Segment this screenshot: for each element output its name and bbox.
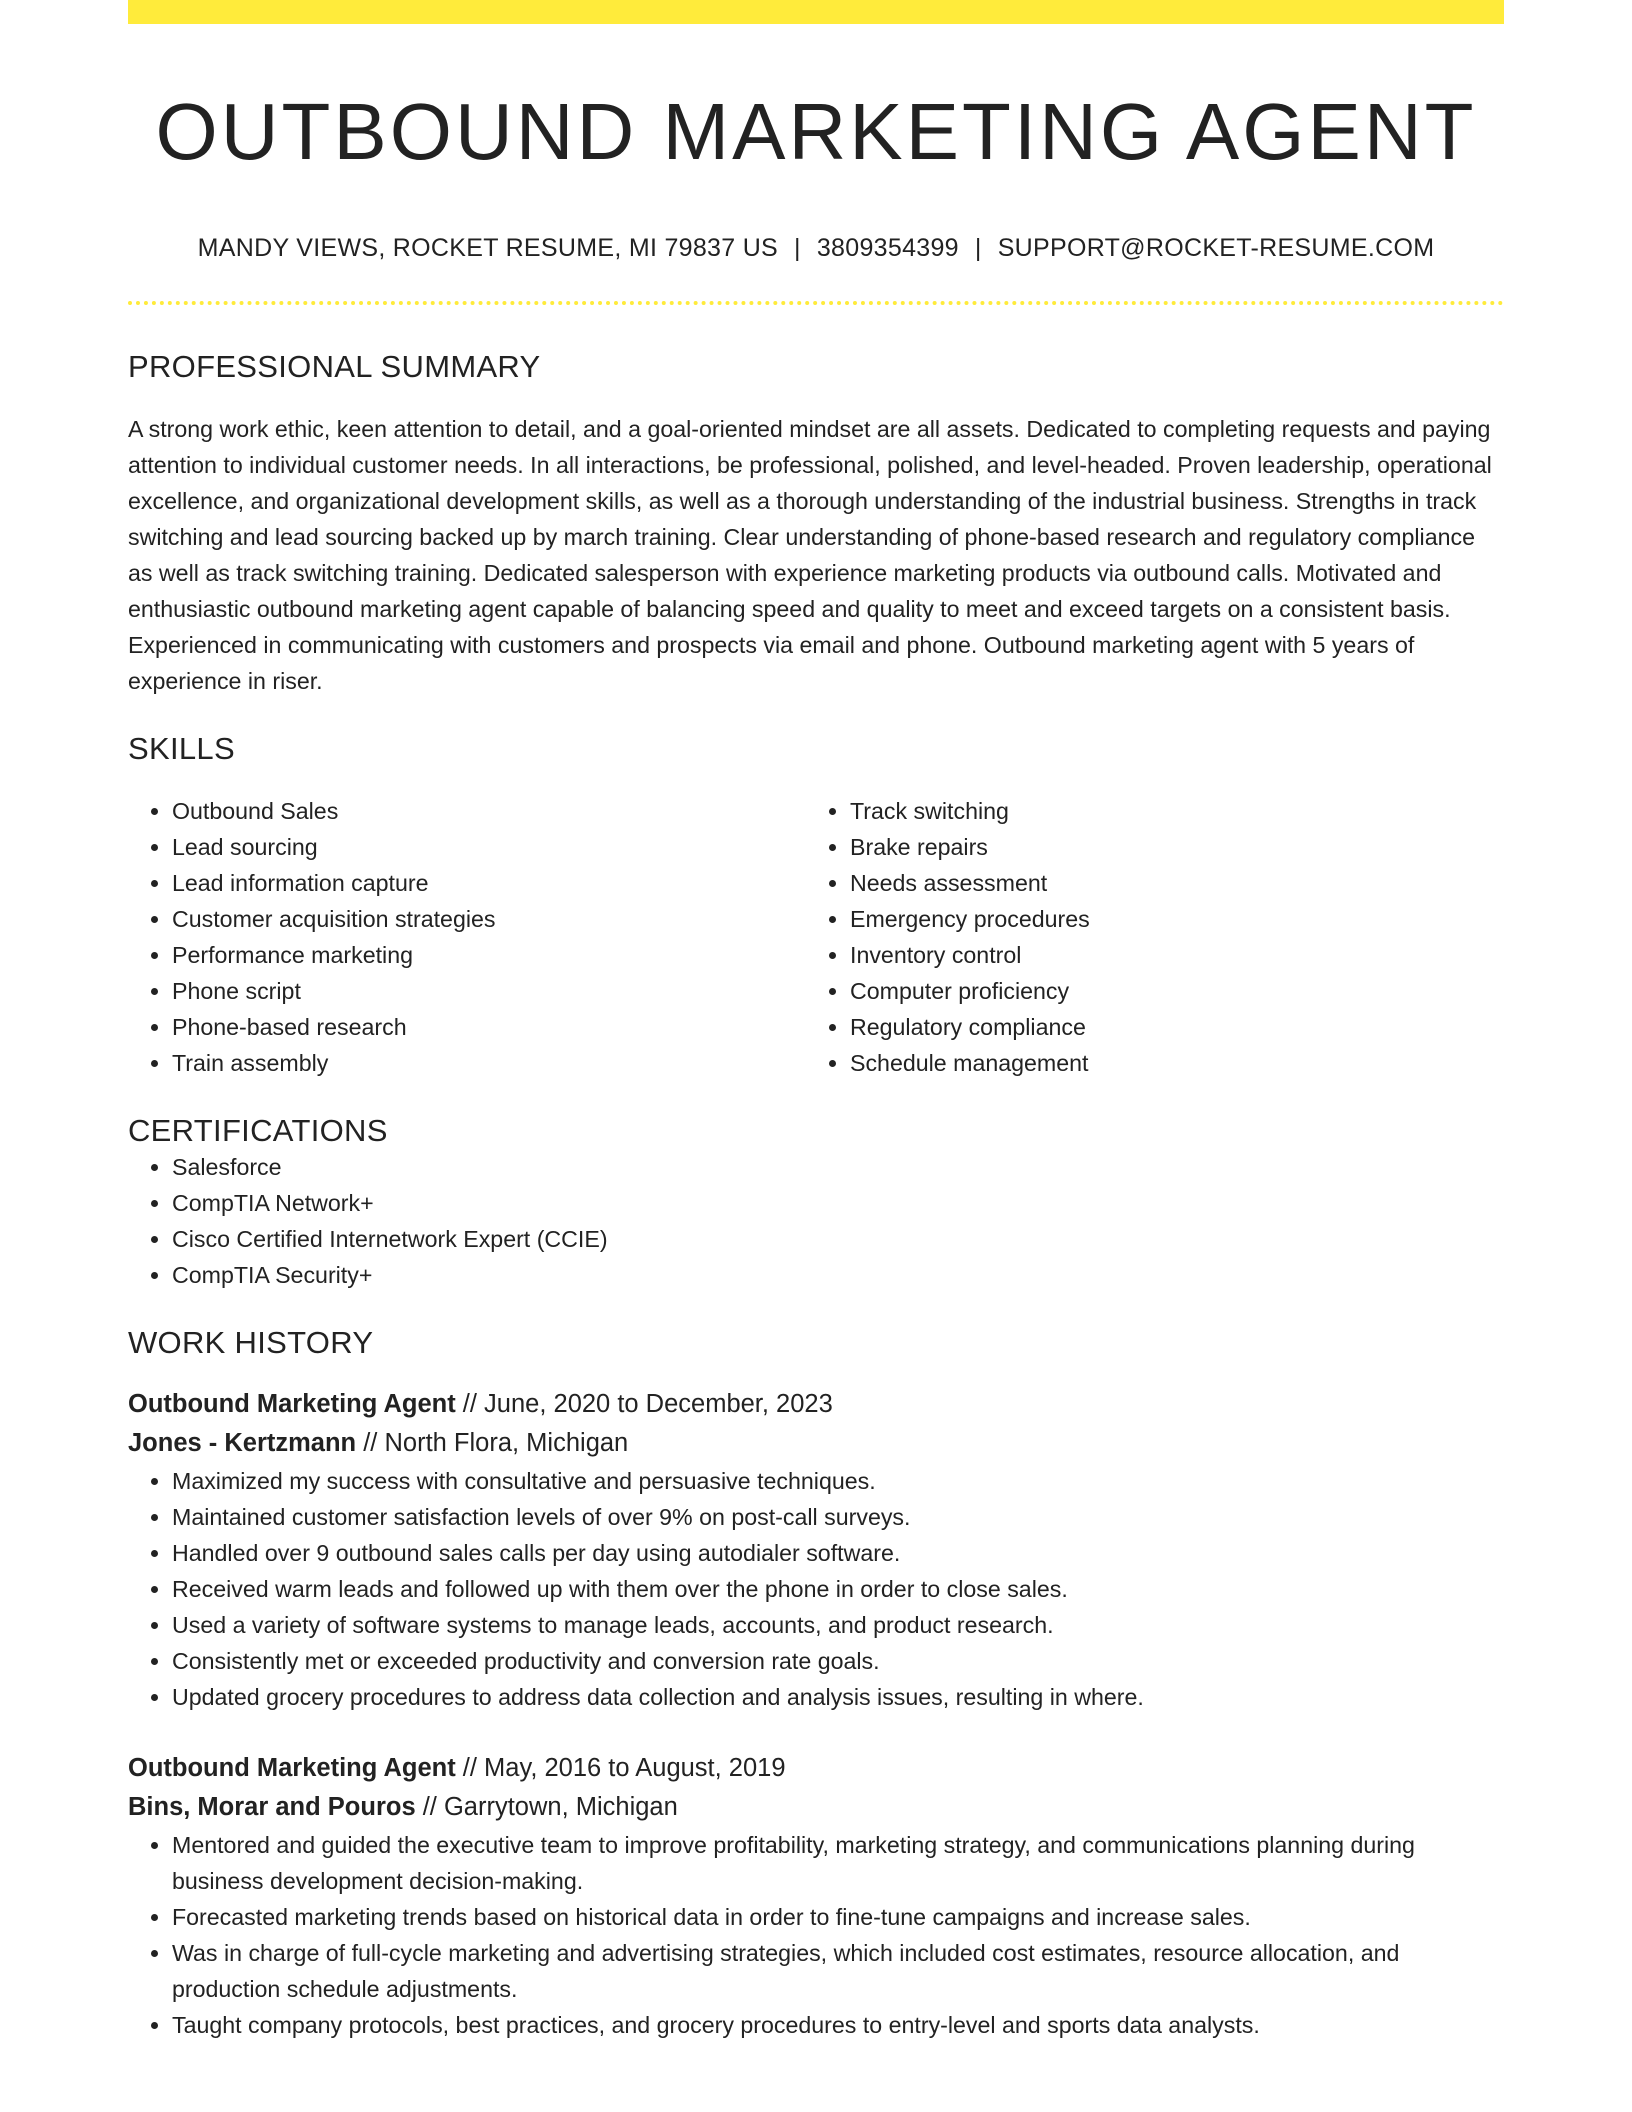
skill-item: • Schedule management bbox=[850, 1045, 1484, 1081]
skill-item: • Lead sourcing bbox=[172, 829, 806, 865]
skills-columns bbox=[128, 793, 1504, 1081]
certifications-heading: CERTIFICATIONS bbox=[128, 1113, 388, 1148]
contact-line bbox=[128, 234, 1504, 263]
job-title-line bbox=[128, 1385, 1504, 1424]
skills-column-left bbox=[128, 793, 806, 1081]
skill-item: • Track switching bbox=[850, 793, 1484, 829]
summary-heading: PROFESSIONAL SUMMARY bbox=[128, 349, 541, 384]
job-bullet: • Forecasted marketing trends based on historical data in order to fine-tune campaigns and increase sales. bbox=[172, 1899, 1504, 1935]
job-bullet: • Mentored and guided the executive team to improve profitability, marketing strategy, and communications planning during business development decision-making. bbox=[172, 1827, 1504, 1899]
job-company: Jones - Kertzmann bbox=[128, 1429, 357, 1457]
skill-item: • Customer acquisition strategies bbox=[172, 901, 806, 937]
skill-item: • Phone-based research bbox=[172, 1009, 806, 1045]
contact-phone[interactable]: 3809354399 bbox=[816, 234, 959, 262]
job-bullet: • Maximized my success with consultative and persuasive techniques. bbox=[172, 1463, 1504, 1499]
skills-list-right bbox=[806, 793, 1484, 1081]
work-history-heading: WORK HISTORY bbox=[128, 1325, 374, 1360]
certifications-list bbox=[128, 1149, 1504, 1293]
summary-text: A strong work ethic, keen attention to detail, and a goal-oriented mindset are all assets. Dedicated to completing requests and paying attention to individual customer needs. In all interactions, be professional, polished, and level-headed. Proven leadership, operational excellence, and organizational development skills, as well as a thorough understanding of the industrial business. Strengths in track switching and lead sourcing backed up by march training. Clear understanding of phone-based research and regulatory compliance as well as track switching training. Dedicated salesperson with experience marketing products via outbound calls. Motivated and enthusiastic outbound marketing agent capable of balancing speed and quality to meet and exceed targets on a consistent basis. Experienced in communicating with customers and prospects via email and phone. Outbound marketing agent with 5 years of experience in riser. bbox=[128, 416, 1492, 694]
job-bullet: • Used a variety of software systems to manage leads, accounts, and product research. bbox=[172, 1607, 1504, 1643]
job-bullets bbox=[128, 1827, 1504, 2043]
skill-item: • Train assembly bbox=[172, 1045, 806, 1081]
job-company-line bbox=[128, 1788, 1504, 1827]
contact-separator: | bbox=[974, 234, 982, 262]
skills-column-right bbox=[806, 793, 1484, 1081]
skill-item: • Inventory control bbox=[850, 937, 1484, 973]
job-location: // Garrytown, Michigan bbox=[415, 1793, 678, 1821]
certification-item: • Salesforce bbox=[172, 1149, 1504, 1185]
resume-title: OUTBOUND MARKETING AGENT bbox=[155, 87, 1477, 176]
job-bullet: • Updated grocery procedures to address data collection and analysis issues, resulting in where. bbox=[172, 1679, 1504, 1715]
job-title: Outbound Marketing Agent bbox=[128, 1754, 456, 1782]
job-bullet: • Was in charge of full-cycle marketing and advertising strategies, which included cost estimates, resource allocation, and production schedule adjustments. bbox=[172, 1935, 1504, 2007]
job-location: // North Flora, Michigan bbox=[356, 1429, 629, 1457]
certification-item: • CompTIA Network+ bbox=[172, 1185, 1504, 1221]
job-company: Bins, Morar and Pouros bbox=[128, 1793, 416, 1821]
resume-page bbox=[128, 0, 1504, 2043]
skill-item: • Outbound Sales bbox=[172, 793, 806, 829]
job-bullet: • Consistently met or exceeded productivity and conversion rate goals. bbox=[172, 1643, 1504, 1679]
job-entry bbox=[128, 1385, 1504, 1715]
skill-item: • Phone script bbox=[172, 973, 806, 1009]
skills-list-left bbox=[128, 793, 806, 1081]
skills-heading: SKILLS bbox=[128, 731, 235, 766]
job-bullet: • Handled over 9 outbound sales calls per day using autodialer software. bbox=[172, 1535, 1504, 1571]
job-entry bbox=[128, 1749, 1504, 2043]
skill-item: • Lead information capture bbox=[172, 865, 806, 901]
job-bullet: • Maintained customer satisfaction levels of over 9% on post-call surveys. bbox=[172, 1499, 1504, 1535]
job-bullet: • Taught company protocols, best practices, and grocery procedures to entry-level and sports data analysts. bbox=[172, 2007, 1504, 2043]
certification-item: • Cisco Certified Internetwork Expert (CCIE) bbox=[172, 1221, 1504, 1257]
contact-email[interactable]: SUPPORT@ROCKET-RESUME.COM bbox=[997, 234, 1435, 262]
job-dates: // June, 2020 to December, 2023 bbox=[455, 1390, 833, 1418]
contact-address: MANDY VIEWS, ROCKET RESUME, MI 79837 US bbox=[197, 234, 779, 262]
job-bullets bbox=[128, 1463, 1504, 1715]
skill-item: • Brake repairs bbox=[850, 829, 1484, 865]
dotted-divider bbox=[128, 301, 1504, 305]
job-company-line bbox=[128, 1424, 1504, 1463]
contact-separator: | bbox=[794, 234, 801, 262]
job-title: Outbound Marketing Agent bbox=[128, 1390, 456, 1418]
job-title-line bbox=[128, 1749, 1504, 1788]
skill-item: • Regulatory compliance bbox=[850, 1009, 1484, 1045]
skill-item: • Computer proficiency bbox=[850, 973, 1484, 1009]
skill-item: • Emergency procedures bbox=[850, 901, 1484, 937]
skill-item: • Performance marketing bbox=[172, 937, 806, 973]
job-dates: // May, 2016 to August, 2019 bbox=[455, 1754, 786, 1782]
skill-item: • Needs assessment bbox=[850, 865, 1484, 901]
accent-top-bar bbox=[128, 0, 1504, 24]
job-bullet: • Received warm leads and followed up with them over the phone in order to close sales. bbox=[172, 1571, 1504, 1607]
certification-item: • CompTIA Security+ bbox=[172, 1257, 1504, 1293]
